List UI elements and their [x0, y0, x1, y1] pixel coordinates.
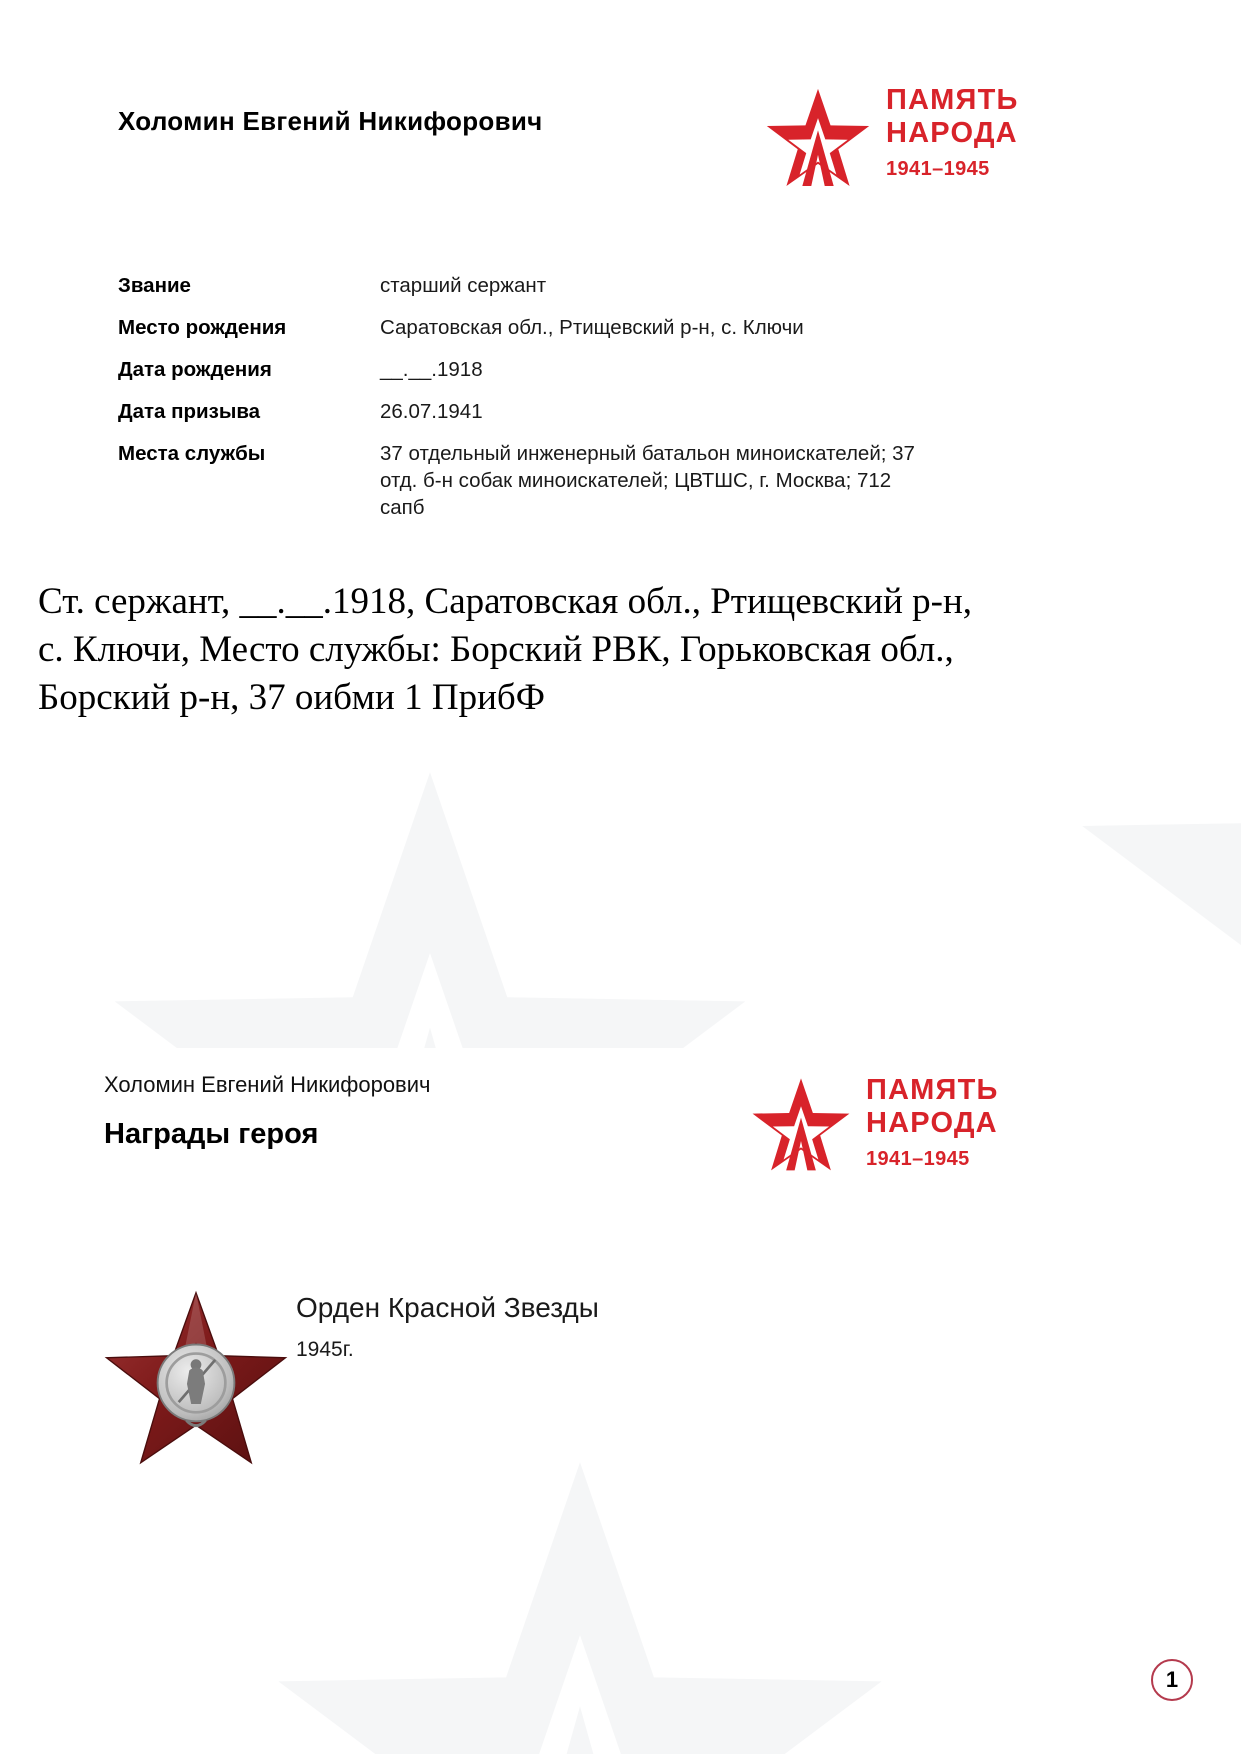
logo-word-1: ПАМЯТЬ	[866, 1074, 999, 1106]
award-title: Орден Красной Звезды	[296, 1292, 599, 1323]
info-label-birthdate: Дата рождения	[118, 358, 272, 381]
page-watermark-star-icon	[85, 772, 775, 1048]
logo-years: 1941–1945	[866, 1148, 970, 1170]
info-value-rank: старший сержант	[380, 274, 547, 297]
army-star-logo-icon	[762, 78, 874, 196]
page-watermark-star-icon	[1040, 772, 1241, 1048]
soldier-info-table	[118, 272, 920, 521]
army-star-logo-icon	[748, 1068, 854, 1180]
awards-heading: Награды героя	[104, 1118, 319, 1150]
page-number-badge: 1	[1151, 1659, 1193, 1701]
info-value-birthdate: __.__.1918	[380, 358, 483, 381]
page-title: Холомин Евгений Никифорович	[118, 106, 543, 136]
summary-paragraph: Ст. сержант, __.__.1918, Саратовская обл., Ртищевский р-н, с. Ключи, Место службы: Борский РВК, Горьковская обл., Борский р-н, 37 оибми 1 ПрибФ	[38, 581, 973, 718]
info-label-rank: Звание	[118, 274, 191, 297]
order-of-red-star-image	[100, 1282, 292, 1480]
logo-text	[886, 78, 1019, 181]
info-label-service-places: Места службы	[118, 442, 266, 465]
info-label-birthplace: Место рождения	[118, 316, 287, 339]
award-year: 1945г.	[296, 1338, 354, 1361]
page-watermark-star-icon	[250, 1462, 910, 1754]
info-value-service-places: 37 отдельный инженерный батальон миноискателей; 37 отд. б-н собак миноискателей; ЦВТШС, г. Москва; 712 сапб	[380, 442, 915, 519]
logo-word-2: НАРОДА	[886, 117, 1018, 149]
awards-person-name: Холомин Евгений Никифорович	[104, 1072, 431, 1097]
watermark-band-bottom	[0, 1462, 1241, 1754]
info-value-draft-date: 26.07.1941	[380, 400, 483, 423]
logo-word-1: ПАМЯТЬ	[886, 84, 1019, 116]
pamyat-naroda-logo	[762, 78, 1019, 196]
logo-word-2: НАРОДА	[866, 1107, 998, 1139]
pamyat-naroda-logo	[748, 1068, 999, 1180]
watermark-band-top	[0, 772, 1241, 1048]
logo-years: 1941–1945	[886, 158, 990, 180]
logo-text	[866, 1068, 999, 1171]
info-value-birthplace: Саратовская обл., Ртищевский р-н, с. Ключи	[380, 316, 804, 339]
info-label-draft-date: Дата призыва	[118, 400, 261, 423]
